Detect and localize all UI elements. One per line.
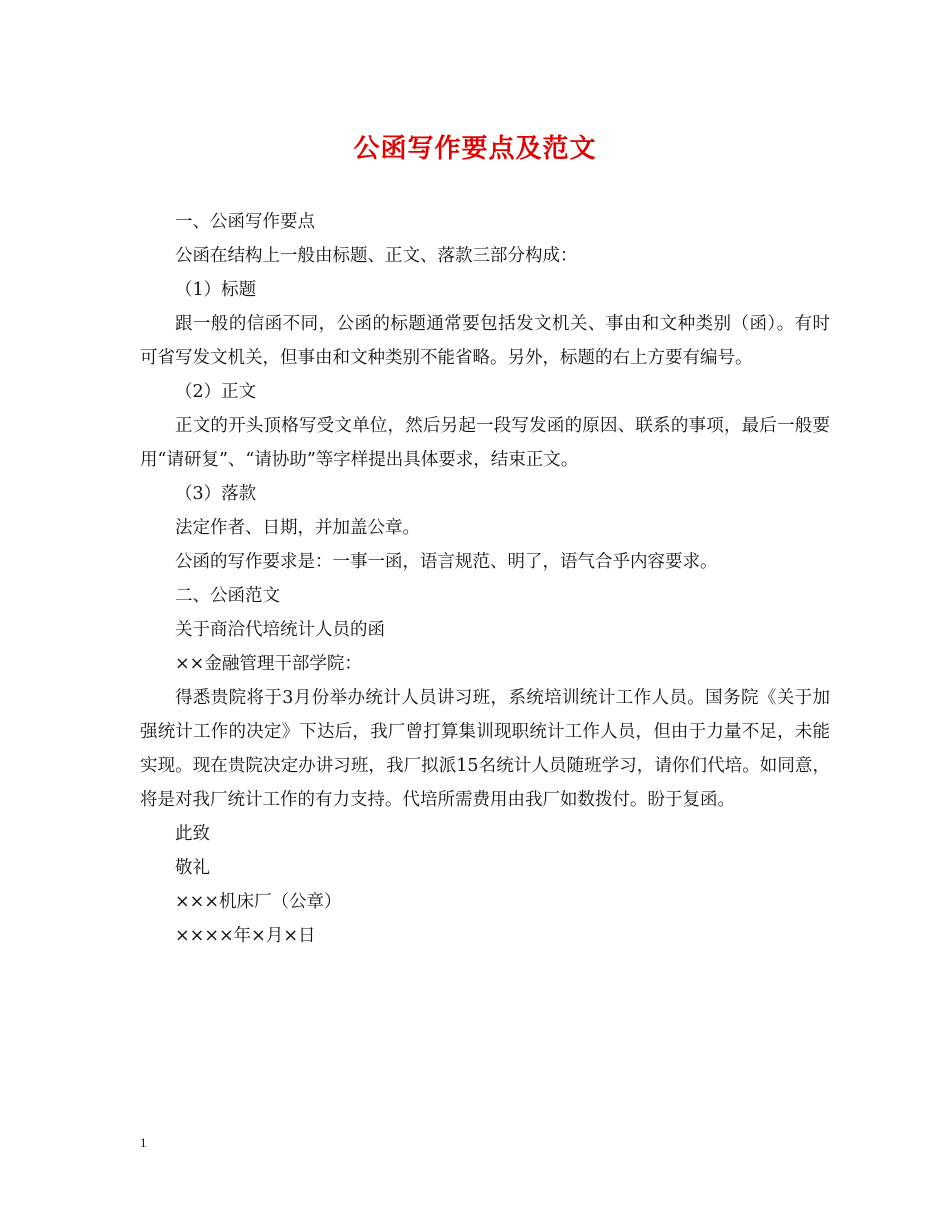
subheading-title: （1）标题	[175, 280, 257, 300]
sample-date: ××××年×月×日	[175, 926, 316, 946]
sample-letter-title: 关于商洽代培统计人员的函	[175, 620, 385, 640]
sample-sender: ×××机床厂（公章）	[175, 892, 342, 912]
page-number: 1	[140, 1135, 147, 1150]
paragraph: 正文的开头顶格写受文单位，然后另起一段写发函的原因、联系的事项，最后一般要用“请研复”、“请协助”等字样提出具体要求，结束正文。	[140, 416, 830, 470]
sample-letter-body: 得悉贵院将于3月份举办统计人员讲习班，系统培训统计工作人员。国务院《关于加强统计工作的决定》下达后，我厂曾打算集训现职统计工作人员，但由于力量不足，未能实现。现在贵院决定办讲习班，我厂拟派15名统计人员随班学习，请你们代培。如同意，将是对我厂统计工作的有力支持。代培所需费用由我厂如数拨付。盼于复函。	[140, 688, 830, 810]
section-heading-2: 二、公函范文	[175, 586, 280, 606]
paragraph: 公函在结构上一般由标题、正文、落款三部分构成：	[175, 246, 578, 266]
subheading-body: （2）正文	[175, 382, 257, 402]
sample-salutation: 敬礼	[175, 858, 210, 878]
paragraph: 跟一般的信函不同，公函的标题通常要包括发文机关、事由和文种类别（函）。有时可省写发文机关，但事由和文种类别不能省略。另外，标题的右上方要有编号。	[140, 314, 830, 368]
sample-recipient: ××金融管理干部学院：	[175, 654, 362, 674]
document-body	[140, 205, 830, 953]
section-heading-1: 一、公函写作要点	[175, 212, 315, 232]
paragraph: 公函的写作要求是：一事一函，语言规范、明了，语气合乎内容要求。	[175, 552, 718, 572]
document-title: 公函写作要点及范文	[353, 134, 597, 164]
sample-closing: 此致	[175, 824, 210, 844]
paragraph: 法定作者、日期，并加盖公章。	[175, 518, 420, 538]
subheading-signature: （3）落款	[175, 484, 257, 504]
